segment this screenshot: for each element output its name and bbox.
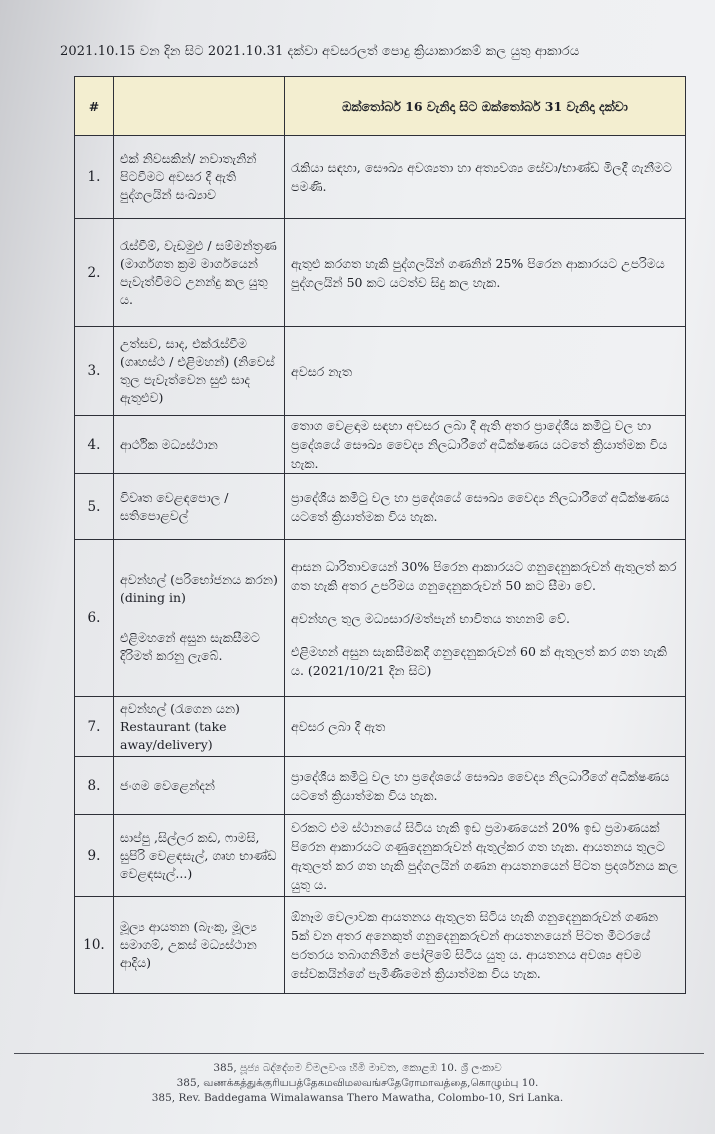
rule-text: ආසන ධාරිතාවයෙන් 30% පිරෙන ආකාරයට ගනුදෙනුකරුවන් ඇතුලත් කර ගත හැකි අතර උපරිමය ගනුදෙනුකරුවන් 50 කට සීමා වේ. — [291, 558, 677, 593]
table-row — [75, 136, 686, 219]
rule-cell — [285, 474, 686, 540]
footer-divider — [14, 1053, 704, 1054]
document-title: 2021.10.15 වන දින සිට 2021.10.31 දක්වා අවසරලත් පොදු ක්‍රියාකාරකම් කල යුතු ආකාරය — [60, 44, 580, 59]
rule-text: ඕනෑම වෙලාවක ආයතනය ඇතුලත සිටිය හැකි ගනුදෙනුකරුවන් ගණන 5ක් වන අතර අනෙකුත් ගනුදෙනුකරුවන් ආයතනයෙන් පිටත මීටරයේ පරතරය තබාගනිමින් පෝලිමේ සිටිය යුතු ය. ආයතනය අවශ්‍ය අවම සේවකයින්ගේ පැමිණීමෙන් ක්‍රියාත්මක විය හැක. — [291, 909, 659, 981]
rule-cell — [285, 136, 686, 219]
activity-text: අවන්හල් (පරිභෝජනය කරන) (dining in) — [120, 572, 278, 605]
footer-address-tamil: 385, வணக்கத்துக்குரியபத்தேகமவிமலவங்சதேரோமாவத்தை,கொழும்பு 10. — [176, 1077, 539, 1089]
footer-address-sinhala: 385, පූජ්‍ය බද්දේගම විමලවංශ හිමි මාවත, කොළඹ 10. ශ්‍රී ලංකාව — [213, 1062, 502, 1074]
footer-address-english: 385, Rev. Baddegama Wimalawansa Thero Mawatha, Colombo-10, Sri Lanka. — [151, 1092, 564, 1104]
rule-cell — [285, 416, 686, 474]
activity-cell: මූල්‍ය ආයතන (බැංකු, මූල්‍ය සමාගම්, උකස් මධ්‍යස්ථාන ආදිය) — [114, 897, 285, 994]
rule-cell — [285, 897, 686, 994]
row-number: 2. — [75, 219, 114, 327]
table-row — [75, 897, 686, 994]
row-number: 7. — [75, 697, 114, 757]
row-number: 8. — [75, 757, 114, 815]
table-row — [75, 815, 686, 897]
table-row — [75, 757, 686, 815]
table-row — [75, 327, 686, 416]
rule-text: එළිමහන් අසුන සැකසීමකදී ගනුදෙනුකරුවන් 60 ක් ඇතුලත් කර ගත හැකි ය. (2021/10/21 දින සිට) — [291, 643, 667, 678]
activity-cell: ජංගම වෙළෙන්දන් — [114, 757, 285, 815]
row-number: 3. — [75, 327, 114, 416]
activity-cell: ආර්ථික මධ්‍යස්ථාන — [114, 416, 285, 474]
rule-text: වරකට එම ස්ථානයේ සිටිය හැකි ඉඩ ප්‍රමාණයෙන් 20% ඉඩ ප්‍රමාණයක් පිරෙන ආකාරයට ගණුදෙනුකරුවන් ඇතුල්කර ගත හැක. ආයතනය තුලට ඇතුලත් කර ගත හැකි පුද්ගලයින් ගණන ආයතනයෙන් පිටත ප්‍රදර්ශනය කල යුතු ය. — [291, 819, 678, 892]
rule-text: අවසර ලබා දී ඇත — [291, 719, 386, 734]
table-row — [75, 697, 686, 757]
header-activity — [114, 77, 285, 136]
rule-text: ප්‍රාදේශීය කමිටු වල හා ප්‍රදේශයේ සෞඛ්‍ය වෛද්‍ය නිලධාරීගේ අධීක්ෂණය යටතේ ක්‍රියාත්මක විය හැක. — [291, 768, 670, 803]
row-number: 5. — [75, 474, 114, 540]
rule-text: අවසර නැත — [291, 363, 352, 379]
row-number: 10. — [75, 897, 114, 994]
activity-cell: සාප්පු ,සිල්ලර කඩ, ෆාමසි, සුපිරි වෙළඳසැල්, ගෘහ භාණ්ඩ වෙළඳසැල්...) — [114, 815, 285, 897]
row-number: 1. — [75, 136, 114, 219]
rule-cell — [285, 697, 686, 757]
rule-text: තොග වෙළඳාම සඳහා අවසර ලබා දී ඇති අතර ප්‍රාදේශීය කමිටු වල හා ප්‍රදේශයේ සෞඛ්‍ය වෛද්‍ය නිලධාරීගේ අධීක්ෂණය යටතේ ක්‍රියාත්මක විය හැක. — [291, 418, 668, 471]
rule-cell — [285, 219, 686, 327]
rule-cell — [285, 757, 686, 815]
activity-cell: උත්සව, සාද, එක්රැස්වීම (ගෘහස්ථ / එළිමහන්) (නිවෙස් තුල පැවැත්වෙන සුළු සාද ඇතුළුව) — [114, 327, 285, 416]
rule-cell — [285, 327, 686, 416]
table-row — [75, 219, 686, 327]
table-row — [75, 416, 686, 474]
activity-cell: අවන්හල් (රැගෙන යන) Restaurant (take away/delivery) — [114, 697, 285, 757]
header-number: # — [75, 77, 114, 136]
rule-text: ප්‍රාදේශීය කමිටු වල හා ප්‍රදේශයේ සෞඛ්‍ය වෛද්‍ය නිලධාරීගේ අධීක්ෂණය යටතේ ක්‍රියාත්මක විය හැක. — [291, 489, 670, 524]
activity-cell: රැස්වීම්, වැඩමුළු / සම්මන්ත්‍රණ (මාර්ගගත ක්‍රම මාර්ගයෙන් පැවැත්වීමට උනන්දු කල යුතු ය. — [114, 219, 285, 327]
row-number: 6. — [75, 540, 114, 697]
activity-cell — [114, 540, 285, 697]
rule-cell — [285, 815, 686, 897]
activity-cell: එක් නිවසකින්/ නවාතැනින් පිටවීමට අවසර දී ඇති පුද්ගලයින් සංඛ්‍යාව — [114, 136, 285, 219]
rule-text: රැකියා සඳහා, සෞඛ්‍ය අවශ්‍යතා හා අත්‍යවශ්‍ය සේවා/භාණ්ඩ මිලදී ගැනීමට පමණි. — [291, 160, 672, 194]
activity-note: එළිමහනේ අසුන සැකසීමට දිරිමත් කරනු ලැබේ. — [120, 630, 260, 663]
table-row — [75, 540, 686, 697]
row-number: 9. — [75, 815, 114, 897]
regulations-table — [74, 76, 686, 994]
header-period: ඔක්තෝබර් 16 වැනිදා සිට ඔක්තෝබර් 31 වැනිදා දක්වා — [285, 77, 686, 136]
table-row — [75, 474, 686, 540]
activity-cell: විවෘත වෙළඳපොල / සතිපොළවල් — [114, 474, 285, 540]
row-number: 4. — [75, 416, 114, 474]
rule-text: ඇතුළු කරගත හැකි පුද්ගලයින් ගණනින් 25% පිරෙන ආකාරයට උපරිමය පුද්ගලයින් 50 කට යටත්ව සිදු කල හැක. — [291, 255, 665, 290]
table-header-row — [75, 77, 686, 136]
rule-cell — [285, 540, 686, 697]
rule-text: අවන්හල තුල මධ්‍යසාර/මත්පැන් භාවිතය තහනම් වේ. — [291, 610, 571, 626]
